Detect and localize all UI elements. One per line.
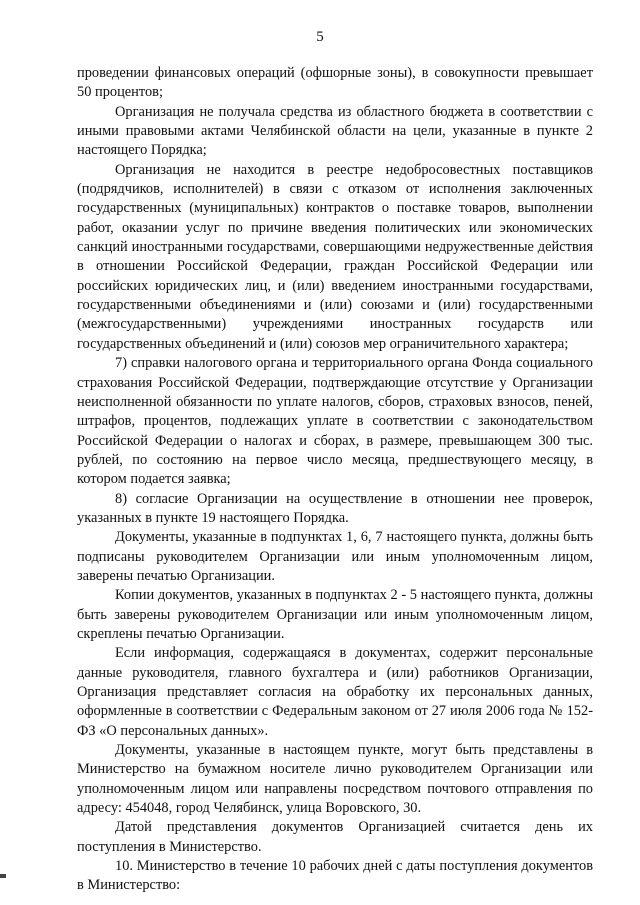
paragraph: Датой представления документов Организацией считается день их поступления в Министерство. [77,819,593,855]
paragraph: Документы, указанные в подпунктах 1, 6, 7 настоящего пункта, должны быть подписаны руководителем Организации или иным уполномоченным лицом, заверены печатью Организации. [77,529,593,584]
paragraph: Организация не получала средства из областного бюджета в соответствии с иными правовыми актами Челябинской области на цели, указанные в пункте 2 настоящего Порядка; [77,103,593,159]
paragraph: 7) справки налогового органа и территориального органа Фонда социального страхования Российской Федерации, подтверждающие отсутствие у Организации неисполненной обязанности по уплате налогов, сборов, страховых взносов, пеней, штрафов, процентов, подлежащих уплате в соответствии с законодательством Российской Федерации о налогах и сборах, в размере, превышающем 300 тыс. рублей, по состоянию на первое число месяца, предшествующего месяцу, в котором подается заявка; [77,355,593,488]
document-body [77,64,593,896]
paragraph: 8) согласие Организации на осуществление в отношении нее проверок, указанных в пункте 19 настоящего Порядка. [77,490,593,526]
paragraph: Копии документов, указанных в подпунктах 2 - 5 настоящего пункта, должны быть заверены руководителем Организации или иным уполномоченным лицом, скреплены печатью Организации. [77,587,593,642]
paragraph: проведении финансовых операций (офшорные зоны), в совокупности превышает 50 процентов; [77,65,593,101]
scan-edge-mark [0,874,6,878]
paragraph: 10. Министерство в течение 10 рабочих дней с даты поступления документов в Министерство: [77,858,593,894]
paragraph: Организация не находится в реестре недобросовестных поставщиков (подрядчиков, исполнителей) в связи с отказом от исполнения заключенных государственных (муниципальных) контрактов о поставке товаров, выполнении работ, оказании услуг по причине введения политических или экономических санкций иностранными государствами, совершающими недружественные действия в отношении Российской Федерации, граждан Российской Федерации или российских юридических лиц, и (или) введением иностранными государствами, государственными объединениями и (или) союзами и (или) государственными (межгосударственными) учреждениями иностранных государств или государственных объединений и (или) союзов мер ограничительного характера; [77,161,593,352]
paragraph: Если информация, содержащаяся в документах, содержит персональные данные руководителя, главного бухгалтера и (или) работников Организации, Организация представляет согласия на обработку их персональных данных, оформленные в соответствии с Федеральным законом от 27 июля 2006 года № 152-ФЗ «О персональных данных». [77,645,593,739]
page-number: 5 [316,29,324,45]
paragraph: Документы, указанные в настоящем пункте, могут быть представлены в Министерство на бумажном носителе лично руководителем Организации или уполномоченным лицом или направлены посредством почтового отправления по адресу: 454048, город Челябинск, улица Воровского, 30. [77,742,593,817]
